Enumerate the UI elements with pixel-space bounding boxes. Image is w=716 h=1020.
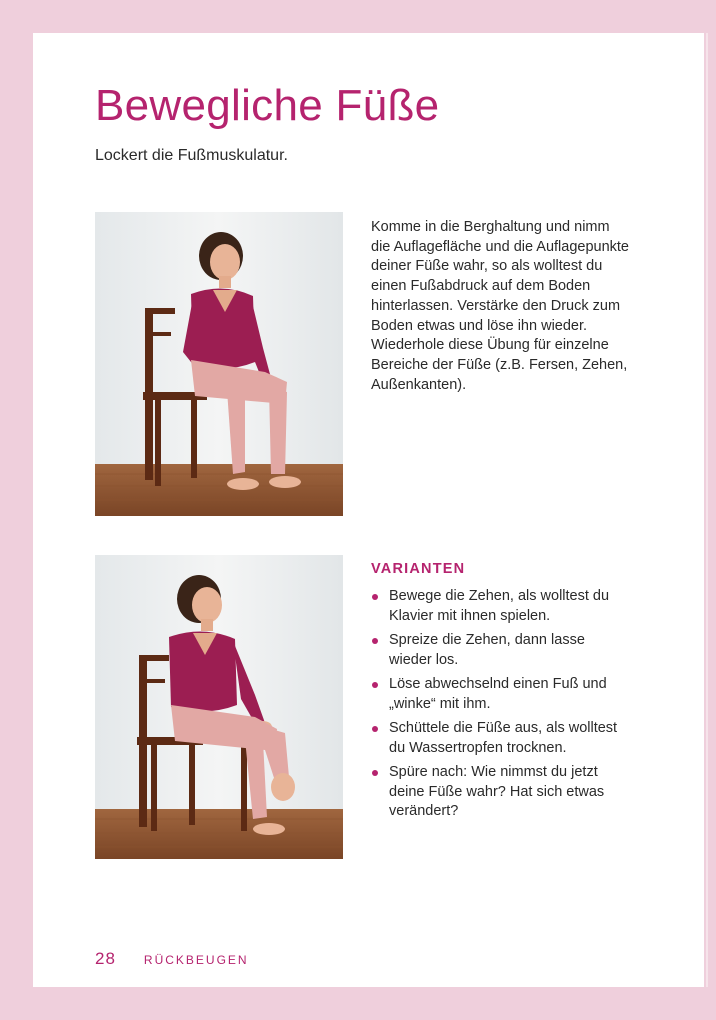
list-item: Schüttele die Füße aus, als wolltest du Wassertropfen trocknen. [371, 719, 631, 758]
exercise-photo-seated [95, 212, 343, 516]
page [33, 33, 704, 987]
list-item: Spreize die Zehen, dann lasse wieder los. [371, 631, 631, 670]
page-subtitle: Lockert die Fußmuskulatur. [95, 147, 288, 164]
list-item: Bewege die Zehen, als wolltest du Klavier mit ihnen spielen. [371, 587, 631, 626]
exercise-instructions: Komme in die Berghaltung und nimm die Auflagefläche und die Auflagepunkte deiner Füße wahr, so als wolltest du einen Fußabdruck auf dem Boden hinterlassen. Verstärke den Druck zum Boden etwas und löse ihn wieder. Wiederhole diese Übung für einzelne Bereiche der Füße (z.B. Fersen, Zehen, Außenkanten). [371, 219, 629, 393]
list-item: Spüre nach: Wie nimmst du jetzt deine Füße wahr? Hat sich etwas verändert? [371, 763, 631, 822]
exercise-photo-foot-raised [95, 555, 343, 859]
list-item: Löse abwechselnd einen Fuß und „winke“ mit ihm. [371, 675, 631, 714]
page-footer [95, 949, 249, 969]
variants-list [371, 587, 631, 827]
page-title: Bewegliche Füße [95, 81, 440, 130]
page-number: 28 [95, 949, 116, 968]
section-name: RÜCKBEUGEN [143, 953, 249, 967]
variants-heading: VARIANTEN [371, 561, 466, 577]
page-edge [706, 33, 708, 987]
